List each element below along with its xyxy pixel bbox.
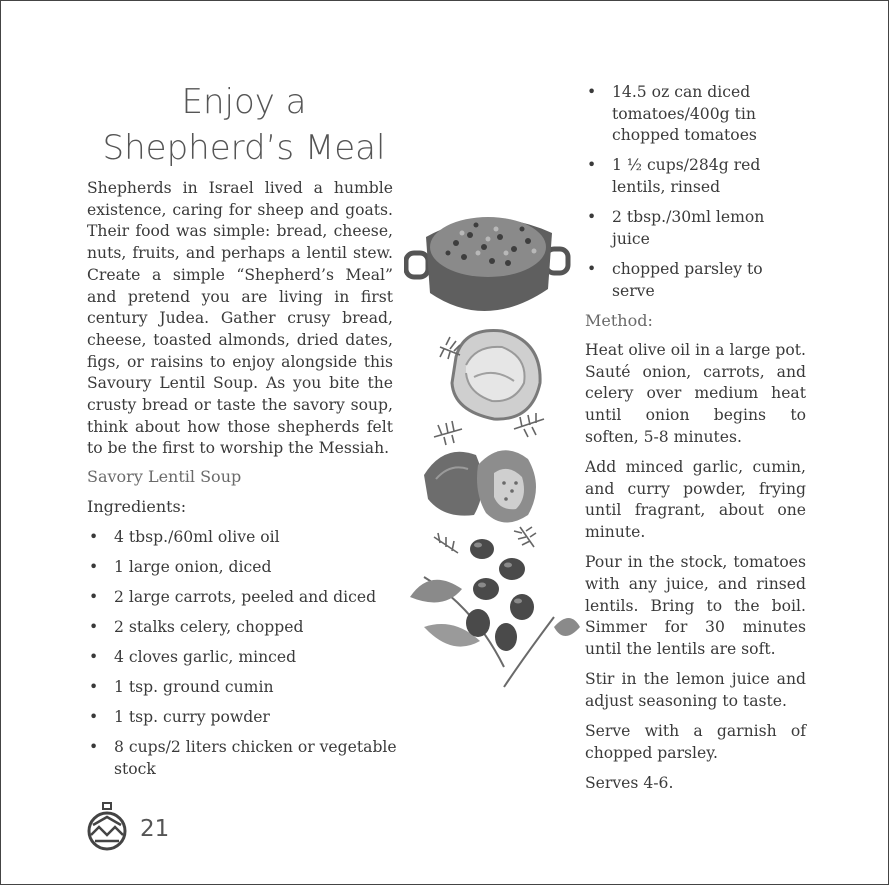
title-line-1: Enjoy a [181,82,307,122]
method-step: Serve with a garnish of chopped parsley. [585,722,806,762]
ingredients-list-right [585,82,785,311]
ingredients-list-left [87,527,407,789]
ingredient-item: • 2 stalks celery, chopped [87,617,407,639]
method-step: Stir in the lemon juice and adjust seasoning to taste. [585,670,806,711]
ornament-icon [85,801,129,853]
ingredient-item: • 1 tsp. ground cumin [87,677,407,699]
title-line-2: Shepherd’s Meal [102,128,386,168]
food-illustration-icon [404,197,584,717]
method-steps [585,340,806,803]
recipe-name: Savory Lentil Soup [87,467,242,486]
olive-branch-icon [410,539,580,687]
ingredient-item: • 14.5 oz can diced tomatoes/400g tin chopped tomatoes [585,82,785,147]
ingredient-item: • chopped parsley to serve [585,259,785,302]
fig-icon [424,450,536,522]
ingredient-item: • 4 cloves garlic, minced [87,647,407,669]
method-step: Add minced garlic, cumin, and curry powder, frying until fragrant, about one minute. [585,458,806,542]
ingredient-item: • 8 cups/2 liters chicken or vegetable stock [87,737,407,780]
method-step: Pour in the stock, tomatoes with any juice, and rinsed lentils. Bring to the boil. Simmer for 30 minutes until the lentils are soft. [585,553,806,659]
intro-paragraph: Shepherds in Israel lived a humble existence, caring for sheep and goats. Their food was simple: bread, cheese, nuts, fruits, and perhaps a lentil stew. Create a simple “Shepherd’s Meal” and pretend you are living in first century Judea. Gather crusy bread, cheese, toasted almonds, dried dates, figs, or raisins to enjoy alongside this Savoury Lentil Soup. As you bite the crusty bread or taste the savory soup, think about how those shepherds felt to be the first to worship the Messiah. [87,179,393,458]
ingredient-item: • 4 tbsp./60ml olive oil [87,527,407,549]
cheese-icon [452,331,540,420]
ingredient-item: • 2 large carrots, peeled and diced [87,587,407,609]
ingredients-heading: Ingredients: [87,497,187,516]
ingredient-item: • 2 tbsp./30ml lemon juice [585,207,785,250]
method-step: Serves 4-6. [585,774,674,793]
ingredient-item: • 1 tsp. curry powder [87,707,407,729]
page-number: 21 [140,816,170,842]
page-title [87,79,401,171]
method-step: Heat olive oil in a large pot. Sauté onion, carrots, and celery over medium heat until onion begins to soften, 5-8 minutes. [585,341,806,446]
method-heading: Method: [585,311,653,330]
ingredient-item: • 1 ½ cups/284g red lentils, rinsed [585,155,785,198]
ingredient-item: • 1 large onion, diced [87,557,407,579]
stew-pot-icon [406,217,568,311]
